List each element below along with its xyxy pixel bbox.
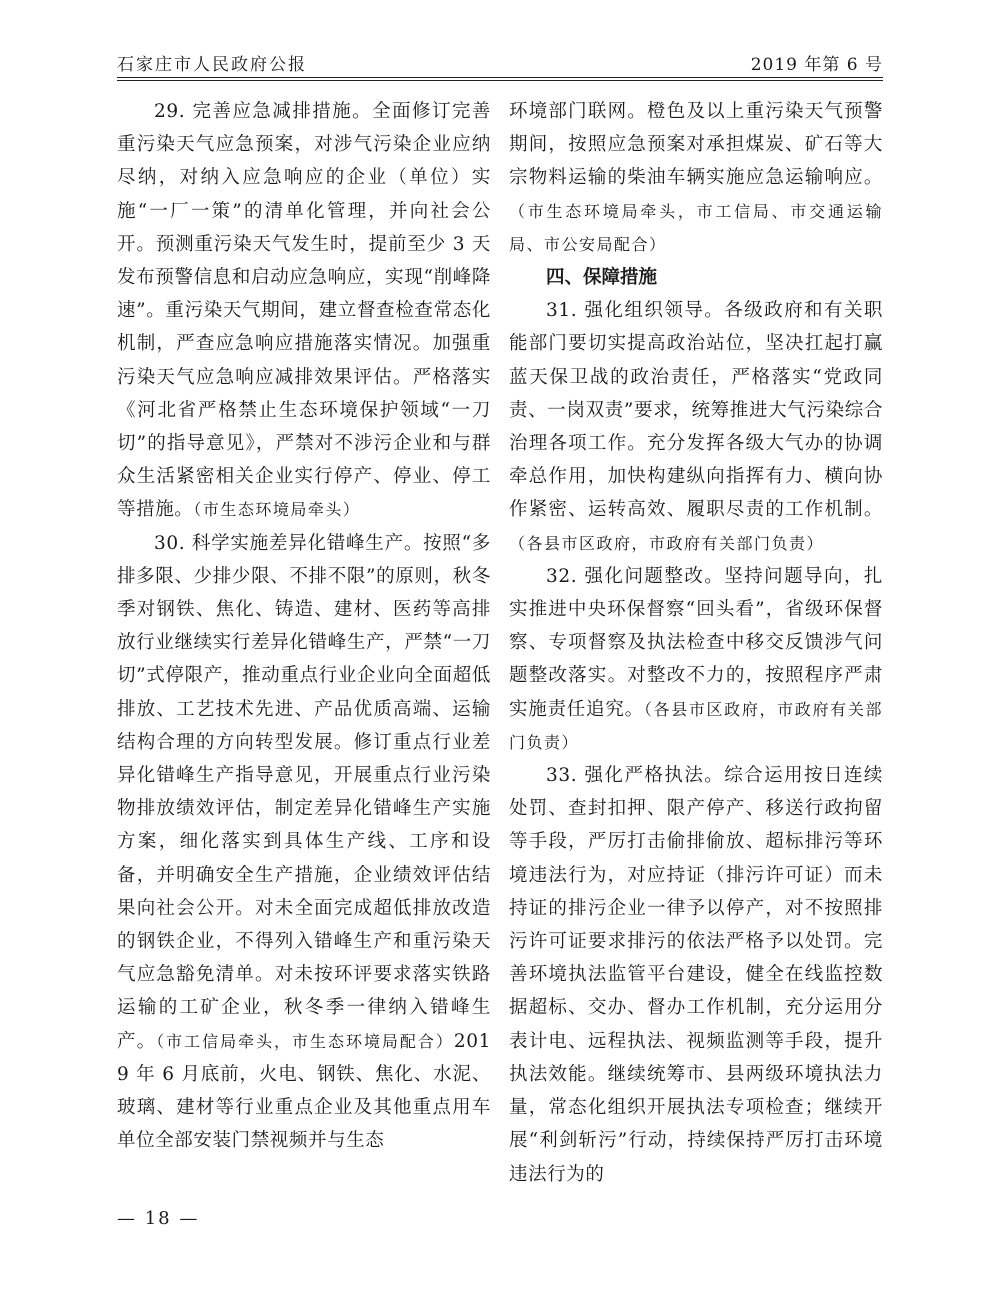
item-29-text: 29. 完善应急减排措施。全面修订完善重污染天气应急预案，对涉气污染企业应纳尽纳，对纳入应急响应的企业（单位）实施“一厂一策”的清单化管理，并向社会公开。预测重污染天气发生时，提前至少 3 天发布预警信息和启动应急响应，实现“削峰降速”。重污染天气期间，建立督查检查常态化机制，严查应急响应措施落实情况。加强重污染天气应急响应减排效果评估。严格落实《河北省严格禁止生态环境保护领域“一刀切”的指导意见》，严禁对不涉污企业和与群众生活紧密相关企业实行停产、停业、停工等措施。 [117,101,491,521]
item-30-cont-text: 环境部门联网。橙色及以上重污染天气预警期间，按照应急预案对承担煤炭、矿石等大宗物料运输的柴油车辆实施应急运输响应。 [509,101,883,189]
right-column [509,95,883,1191]
item-33-paragraph [509,759,883,1191]
item-30-cont-note: （市生态环境局牵头，市工信局、市交通运输局、市公安局配合） [509,201,883,254]
publication-title: 石家庄市人民政府公报 [117,55,307,75]
item-29-paragraph [117,95,491,527]
item-30-tail: 2019 年 6 月底前，火电、钢铁、焦化、水泥、玻璃、建材等行业重点企业及其他重点用车单位全部安装门禁视频并与生态 [117,1030,491,1152]
item-29-note: （市生态环境局牵头） [193,500,361,520]
header-rule-bottom [117,80,883,81]
item-30-note: （市工信局牵头，市生态环境局配合） [156,1031,454,1051]
issue-number: 2019 年第 6 号 [750,55,883,75]
item-30-continuation [509,95,883,261]
item-33-text: 33. 强化严格执法。综合运用按日连续处罚、查封扣押、限产停产、移送行政拘留等手段，严厉打击偷排偷放、超标排污等环境违法行为，对应持证（排污许可证）而未持证的排污企业一律予以停产，对不按照排污许可证要求排污的依法严格予以处罚。完善环境执法监管平台建设，健全在线监控数据超标、交办、督办工作机制，充分运用分表计电、远程执法、视频监测等手段，提升执法效能。继续统筹市、县两级环境执法力量，常态化组织开展执法专项检查；继续开展“利剑斩污”行动，持续保持严厉打击环境违法行为的 [509,765,883,1185]
item-32-text: 32. 强化问题整改。坚持问题导向，扎实推进中央环保督察“回头看”，省级环保督察、专项督察及执法检查中移交反馈涉气问题整改落实。对整改不力的，按照程序严肃实施责任追究。 [509,565,883,720]
item-32-note: （各县市区政府，市政府有关部门负责） [509,699,883,752]
item-32-paragraph [509,560,883,759]
header-rule-top [117,77,883,78]
item-31-text: 31. 强化组织领导。各级政府和有关职能部门要切实提高政治站位，坚决扛起打赢蓝天保卫战的政治责任，严格落实“党政同责、一岗双责”要求，统筹推进大气污染综合治理各项工作。充分发挥各级大气办的协调牵总作用，加快构建纵向指挥有力、横向协作紧密、运转高效、履职尽责的工作机制。 [509,300,883,521]
item-31-note: （各县市区政府，市政府有关部门负责） [509,533,825,553]
page-header [117,34,883,76]
item-30-text: 30. 科学实施差异化错峰生产。按照“多排多限、少排少限、不排不限”的原则，秋冬季对钢铁、焦化、铸造、建材、医药等高排放行业继续实行差异化错峰生产，严禁“一刀切”式停限产，推动重点行业企业向全面超低排放、工艺技术先进、产品优质高端、运输结构合理的方向转型发展。修订重点行业差异化错峰生产指导意见，开展重点行业污染物排放绩效评估，制定差异化错峰生产实施方案，细化落实到具体生产线、工序和设备，并明确安全生产措施，企业绩效评估结果向社会公开。对未全面完成超低排放改造的钢铁企业，不得列入错峰生产和重污染天气应急豁免清单。对未按环评要求落实铁路运输的工矿企业，秋冬季一律纳入错峰生产。 [117,532,491,1052]
item-31-paragraph [509,294,883,560]
section-heading: 四、保障措施 [546,267,658,289]
page-number: — 18 — [117,1208,200,1229]
left-column [117,95,491,1158]
item-30-paragraph [117,527,491,1158]
